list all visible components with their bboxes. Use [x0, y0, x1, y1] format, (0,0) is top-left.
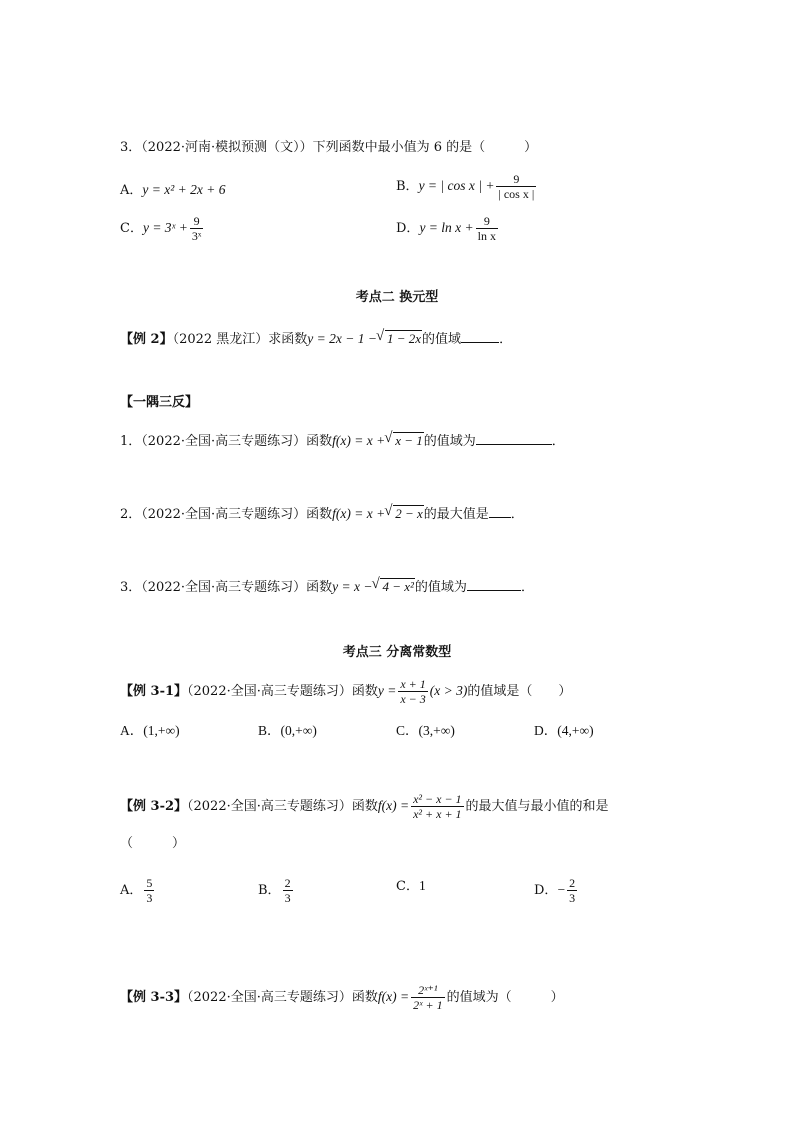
section-title-3: 考点三 分离常数型	[342, 645, 452, 660]
sqrt-expr: √ 4 − x²	[380, 578, 414, 595]
yiyu-title: 【一隅三反】	[120, 395, 199, 410]
option-label: B．	[258, 883, 281, 898]
problem-text: 的最大值是	[423, 507, 489, 522]
answer-blank[interactable]	[461, 328, 499, 343]
example-text: 的值域为（ ）	[446, 990, 564, 1005]
example-2	[120, 328, 512, 350]
answer-blank[interactable]	[476, 430, 552, 445]
ex32-option-d[interactable]	[534, 876, 579, 905]
problem-text: 1．（2022·全国·高三专题练习）函数	[120, 434, 333, 449]
sqrt-expr: √ x − 1	[393, 432, 424, 449]
math-expr: y = | cos x | +	[418, 178, 495, 193]
fraction: $\frac{5}{3}$	[146, 876, 153, 905]
math-expr: y = x −	[332, 579, 373, 594]
example-label: 【例 2】	[120, 332, 173, 347]
option-label: C．	[120, 221, 143, 236]
ex32-option-a[interactable]	[120, 876, 156, 905]
math-expr: y =	[377, 683, 397, 698]
ex31-option-c[interactable]: C．(3,+∞)	[396, 723, 455, 738]
example-3-3	[120, 983, 564, 1012]
option-label: B．	[396, 179, 419, 194]
option-label: A．	[120, 183, 143, 198]
problem-text: 3．（2022·全国·高三专题练习）函数	[120, 580, 333, 595]
fraction: $\frac{\text{2ˣ⁺¹}}{\text{2ˣ + 1}}$	[413, 983, 443, 1012]
fraction: $\frac{\text{x² − x − 1}}{\text{x² + x + 1}}$	[413, 792, 462, 821]
sqrt-expr: √ 2 − x	[393, 505, 424, 522]
math-expr: f(x) = x +	[332, 433, 386, 448]
period: ．	[520, 580, 534, 595]
sqrt-expr: √ 1 − 2x	[385, 330, 422, 347]
q3-stem: 3．（2022·河南·模拟预测（文））下列函数中最小值为 6 的是（ ）	[120, 140, 538, 155]
example-label: 【例 3-1】	[120, 684, 188, 699]
period: ．	[510, 507, 524, 522]
option-label: D．	[396, 221, 420, 236]
math-expr: f(x) =	[377, 798, 410, 813]
condition: (x > 3)	[429, 683, 468, 698]
ex32-option-b[interactable]	[258, 876, 295, 905]
period: ．	[499, 332, 513, 347]
option-label: C．	[396, 879, 419, 894]
math-expr: y = x² + 2x + 6	[142, 182, 226, 197]
q3-option-a[interactable]	[120, 180, 226, 201]
answer-blank[interactable]	[489, 503, 511, 518]
math-expr: y = 2x − 1 −	[307, 331, 377, 346]
q3-option-d[interactable]	[396, 214, 500, 243]
problem-text: 2．（2022·全国·高三专题练习）函数	[120, 507, 333, 522]
option-value: 1	[418, 878, 426, 893]
problem-text: 的值域为	[414, 580, 467, 595]
math-expr: y = ln x +	[419, 220, 474, 235]
math-expr: f(x) =	[377, 989, 410, 1004]
example-label: 【例 3-3】	[120, 990, 188, 1005]
minus-sign: −	[557, 882, 566, 897]
fraction: $\frac{9}{\text{ln x}}$	[477, 214, 496, 243]
ex32-option-c[interactable]	[396, 876, 426, 897]
example-3-2	[120, 792, 609, 821]
period: ．	[551, 434, 565, 449]
problem-text: 的值域为	[423, 434, 476, 449]
example-text: 的最大值与最小值的和是	[465, 799, 609, 814]
option-label: D．	[534, 883, 558, 898]
example-label: 【例 3-2】	[120, 799, 188, 814]
math-expr: f(x) = x +	[332, 506, 386, 521]
q3-option-c[interactable]	[120, 214, 205, 243]
ex31-option-b[interactable]: B．(0,+∞)	[258, 723, 317, 738]
fraction: $\frac{9}{\text{| cos x |}}$	[498, 172, 535, 201]
section-title-2: 考点二 换元型	[355, 290, 439, 305]
example-text: 的值域是（ ）	[467, 684, 572, 699]
fraction: $\frac{2}{3}$	[569, 876, 576, 905]
example-text: （2022 黑龙江）求函数	[172, 332, 308, 347]
fraction: $\frac{2}{3}$	[284, 876, 291, 905]
answer-paren: （ ）	[120, 836, 186, 851]
ex31-option-d[interactable]: D．(4,+∞)	[534, 723, 594, 738]
math-expr: y = 3ˣ +	[142, 220, 188, 235]
problem-3	[120, 576, 534, 598]
q3-option-b[interactable]	[396, 172, 538, 201]
fraction: $\frac{9}{\text{3ˣ}}$	[191, 214, 202, 243]
answer-blank[interactable]	[467, 576, 521, 591]
example-text: （2022·全国·高三专题练习）函数	[187, 684, 378, 699]
problem-1	[120, 430, 565, 452]
example-text: （2022·全国·高三专题练习）函数	[187, 990, 378, 1005]
ex31-option-a[interactable]: A．(1,+∞)	[120, 723, 180, 738]
fraction: $\frac{x + 1}{x - 3}$	[400, 677, 426, 706]
option-label: A．	[120, 883, 143, 898]
example-3-1	[120, 677, 571, 706]
example-text: （2022·全国·高三专题练习）函数	[187, 799, 378, 814]
example-text: 的值域	[422, 332, 462, 347]
problem-2	[120, 503, 524, 525]
